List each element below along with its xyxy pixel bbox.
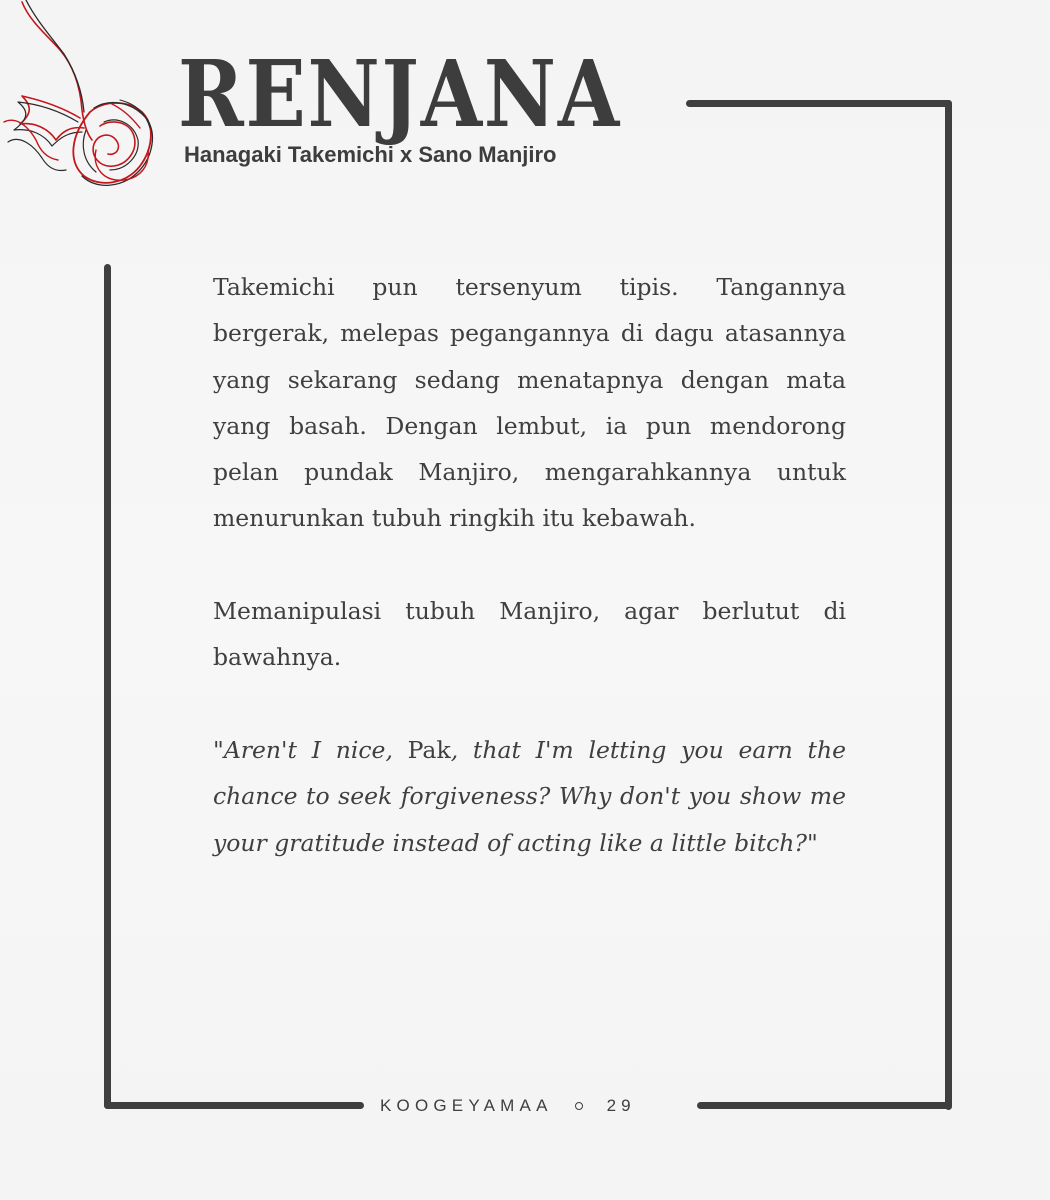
- quote-close-mark: ": [807, 828, 818, 857]
- paragraph-dialogue-quote: [213, 727, 846, 866]
- circle-separator-icon: [575, 1102, 583, 1110]
- page-footer: [380, 1093, 636, 1119]
- quote-open-mark: ": [213, 735, 224, 764]
- page-title: RENJANA: [178, 40, 621, 148]
- frame-right-line: [945, 100, 952, 1110]
- rose-icon: [0, 0, 175, 205]
- frame-bottom-left-line: [104, 1102, 364, 1109]
- paragraph-narration: Takemichi pun tersenyum tipis. Tangannya bergerak, melepas pegangannya di dagu atasannya yang sekarang sedang menatapnya dengan mata yang basah. Dengan lembut, ia pun mendorong pelan pundak Manjiro, mengarahkannya untuk menurunkan tubuh ringkih itu kebawah.: [213, 273, 846, 533]
- quote-italic-part-1: Aren't I nice,: [223, 735, 408, 764]
- story-text: [213, 264, 846, 912]
- paragraph-manipulation: Memanipulasi tubuh Manjiro, agar berlutut di bawahnya.: [213, 597, 846, 672]
- frame-bottom-right-line: [697, 1102, 952, 1109]
- frame-left-line: [104, 264, 111, 1109]
- frame-top-line: [686, 100, 952, 107]
- author-name: KOOGEYAMAA: [380, 1096, 553, 1115]
- page-number: 29: [606, 1096, 636, 1115]
- quote-honorific: Pak: [407, 735, 451, 764]
- quote-italic-part-2: , that I'm letting you earn the chance to seek forgiveness? Why don't you show me your gratitude instead of acting like a little bitch?: [213, 735, 846, 857]
- page-subtitle: Hanagaki Takemichi x Sano Manjiro: [184, 142, 557, 167]
